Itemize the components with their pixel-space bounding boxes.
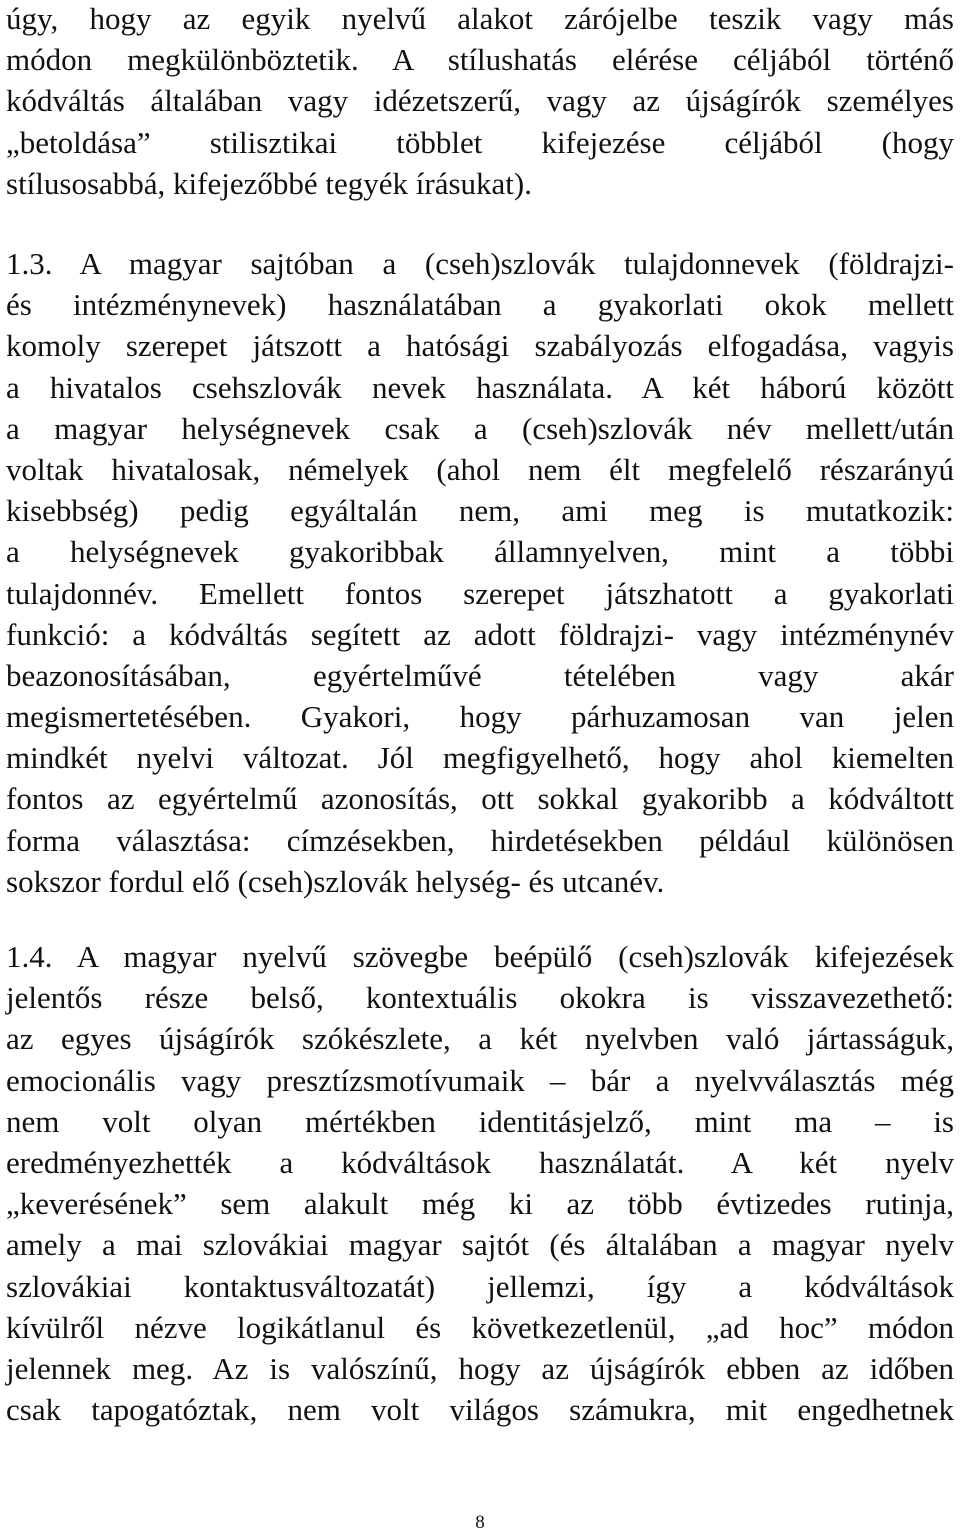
text-line: fontos az egyértelmű azonosítás, ott sokkal gyakoribb a kódváltott — [6, 781, 954, 817]
paragraph-1 — [6, 0, 954, 204]
text-line: csak tapogatóztak, nem volt világos számukra, mit engedhetnek — [6, 1392, 954, 1428]
text-line: úgy, hogy az egyik nyelvű alakot zárójelbe teszik vagy más — [6, 1, 954, 36]
text-line: a magyar helységnevek csak a (cseh)szlovák név mellett/után — [6, 410, 954, 446]
text-line: „betoldása” stilisztikai többlet kifejezése céljából (hogy — [6, 124, 954, 160]
text-line: voltak hivatalosak, némelyek (ahol nem élt megfelelő részarányú — [6, 451, 954, 487]
text-line: amely a mai szlovákiai magyar sajtót (és általában a magyar nyelv — [6, 1227, 954, 1263]
text-line: komoly szerepet játszott a hatósági szabályozás elfogadása, vagyis — [6, 328, 954, 364]
text-line: funkció: a kódváltás segített az adott földrajzi- vagy intézménynév — [6, 616, 954, 652]
text-line: szlovákiai kontaktusváltozatát) jellemzi, így a kódváltások — [6, 1268, 954, 1304]
text-line: nem volt olyan mértékben identitásjelző, mint ma – is — [6, 1103, 954, 1139]
text-line: 1.4. A magyar nyelvű szövegbe beépülő (cseh)szlovák kifejezések — [6, 939, 954, 974]
text-line: beazonosításában, egyértelművé tételében vagy akár — [6, 657, 954, 693]
text-line: a helységnevek gyakoribbak államnyelven, mint a többi — [6, 534, 954, 570]
text-line: kisebbség) pedig egyáltalán nem, ami meg is mutatkozik: — [6, 493, 954, 529]
text-line: eredményezhették a kódváltások használatát. A két nyelv — [6, 1144, 954, 1180]
text-line: a hivatalos csehszlovák nevek használata. A két háború között — [6, 369, 954, 405]
text-line: és intézménynevek) használatában a gyakorlati okok mellett — [6, 287, 954, 323]
text-line: 1.3. A magyar sajtóban a (cseh)szlovák tulajdonnevek (földrajzi- — [6, 246, 954, 281]
text-line: módon megkülönböztetik. A stílushatás elérése céljából történő — [6, 42, 954, 78]
text-line: jelentős része belső, kontextuális okokra is visszavezethető: — [6, 980, 954, 1016]
text-line: kívülről nézve logikátlanul és következetlenül, „ad hoc” módon — [6, 1309, 954, 1345]
page-number: 8 — [475, 1512, 485, 1533]
text-line: jelennek meg. Az is valószínű, hogy az újságírók ebben az időben — [6, 1350, 954, 1386]
text-line: emocionális vagy presztízsmotívumaik – bár a nyelvválasztás még — [6, 1062, 954, 1098]
text-line: tulajdonnév. Emellett fontos szerepet játszhatott a gyakorlati — [6, 575, 954, 611]
text-line: az egyes újságírók szókészlete, a két nyelvben való jártasságuk, — [6, 1021, 954, 1057]
text-line: forma választása: címzésekben, hirdetésekben például különösen — [6, 822, 954, 858]
text-line: „keverésének” sem alakult még ki az több évtizedes rutinja, — [6, 1186, 954, 1222]
text-line: kódváltás általában vagy idézetszerű, vagy az újságírók személyes — [6, 83, 954, 119]
text-line: sokszor fordul elő (cseh)szlovák helység- és utcanév. — [6, 863, 665, 899]
text-line: mindkét nyelvi változat. Jól megfigyelhető, hogy ahol kiemelten — [6, 740, 954, 776]
text-line: stílusosabbá, kifejezőbbé tegyék írásukat). — [6, 165, 532, 201]
text-line: megismertetésében. Gyakori, hogy párhuzamosan van jelen — [6, 699, 954, 735]
paragraph-1-4 — [6, 936, 954, 1430]
paragraph-1-3 — [6, 243, 954, 902]
